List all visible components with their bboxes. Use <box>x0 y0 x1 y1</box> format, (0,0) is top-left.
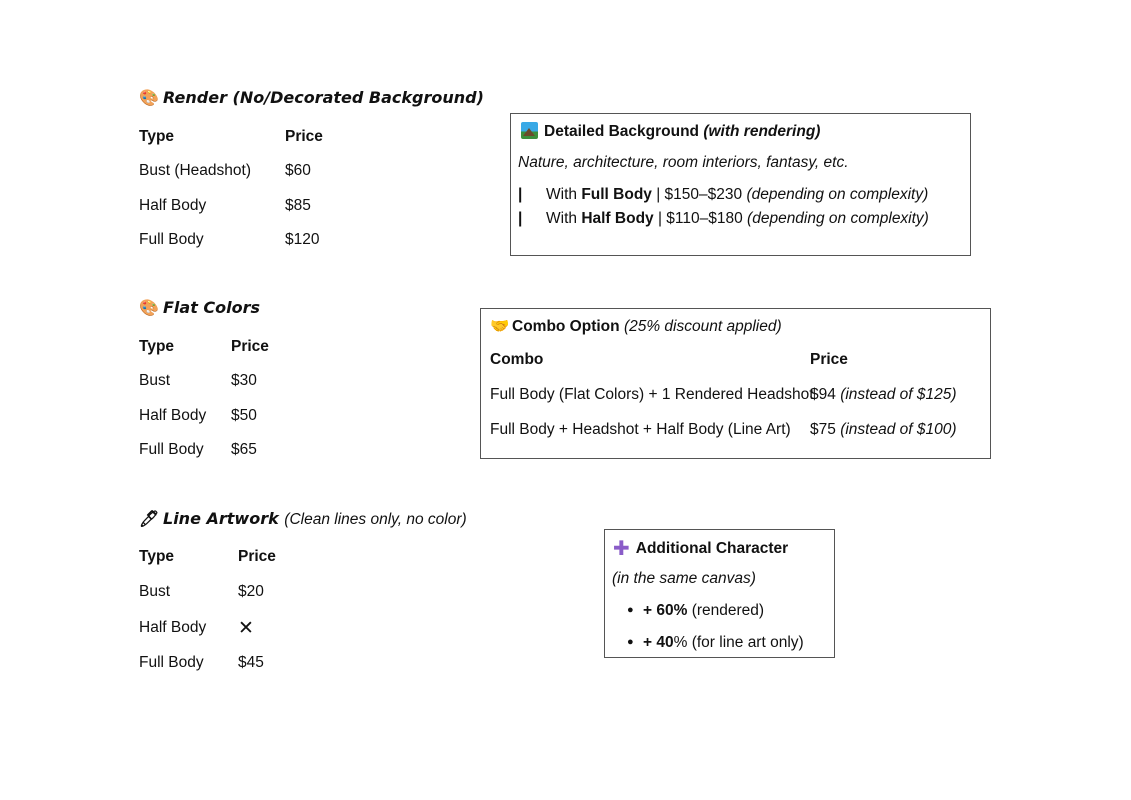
flat-col-type: Type <box>139 338 175 355</box>
line-art-row-price: $20 <box>238 583 264 600</box>
line-art-section-title: 🖊 Line Artwork (Clean lines only, no color) <box>139 509 467 528</box>
detailed-background-description: Nature, architecture, room interiors, fantasy, etc. <box>518 154 849 171</box>
combo-row-price: $94 (instead of $125) <box>810 386 957 403</box>
additional-character-item: ● + 40% (for line art only) <box>627 634 804 651</box>
detailed-background-title: Detailed Background (with rendering) <box>521 122 820 141</box>
combo-row-name: Full Body (Flat Colors) + 1 Rendered Headshot <box>490 386 814 403</box>
additional-character-title: ✚ Additional Character <box>613 538 789 560</box>
render-row-price: $60 <box>285 162 311 179</box>
flat-row-price: $50 <box>231 407 257 424</box>
flat-row-price: $65 <box>231 441 257 458</box>
render-row-type: Half Body <box>139 197 207 214</box>
additional-character-note: (in the same canvas) <box>612 570 756 587</box>
flat-section-title: 🎨 Flat Colors <box>139 298 261 317</box>
additional-character-item: ● + 60% (rendered) <box>627 602 765 619</box>
combo-option-title: 🤝 Combo Option (25% discount applied) <box>490 318 782 335</box>
plus-icon: ✚ <box>613 538 630 560</box>
render-col-price: Price <box>285 128 323 145</box>
render-row-price: $120 <box>285 231 320 248</box>
detailed-background-item: | With Full Body | $150–$230 (depending on complexity) <box>518 186 929 203</box>
additional-character-box <box>604 529 835 658</box>
not-available-icon: ✕ <box>238 618 254 639</box>
flat-row-price: $30 <box>231 372 257 389</box>
line-art-col-type: Type <box>139 548 175 565</box>
detailed-background-item: | With Half Body | $110–$180 (depending on complexity) <box>518 210 929 227</box>
handshake-icon: 🤝 <box>490 318 510 335</box>
line-art-row-type: Full Body <box>139 654 204 671</box>
flat-col-price: Price <box>231 338 269 355</box>
render-col-type: Type <box>139 128 175 145</box>
combo-option-box <box>480 308 991 459</box>
line-art-col-price: Price <box>238 548 276 565</box>
line-art-row-type: Half Body <box>139 619 207 636</box>
line-art-row-price: $45 <box>238 654 264 671</box>
render-section-title: 🎨 Render (No/Decorated Background) <box>139 88 484 107</box>
flat-row-type: Full Body <box>139 441 204 458</box>
combo-col-combo: Combo <box>490 351 544 368</box>
line-art-subtitle: (Clean lines only, no color) <box>284 511 467 528</box>
landscape-icon <box>521 122 538 139</box>
flat-row-type: Bust <box>139 372 171 389</box>
line-art-row-type: Bust <box>139 583 171 600</box>
combo-row-price: $75 (instead of $100) <box>810 421 957 438</box>
flat-row-type: Half Body <box>139 407 207 424</box>
palette-icon: 🎨 <box>139 298 159 317</box>
render-row-type: Bust (Headshot) <box>139 162 251 179</box>
bullet-icon: ● <box>627 604 634 616</box>
render-row-type: Full Body <box>139 231 204 248</box>
pen-icon: 🖊 <box>139 509 160 528</box>
render-row-price: $85 <box>285 197 311 214</box>
palette-icon: 🎨 <box>139 88 159 107</box>
combo-row-name: Full Body + Headshot + Half Body (Line Art) <box>490 421 791 438</box>
combo-col-price: Price <box>810 351 848 368</box>
detailed-background-box <box>510 113 971 256</box>
bullet-icon: ● <box>627 636 634 648</box>
